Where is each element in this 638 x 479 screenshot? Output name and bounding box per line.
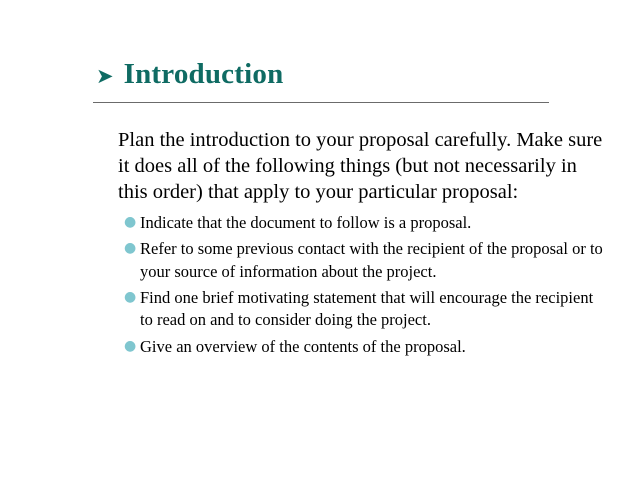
- list-item: [118, 212, 608, 234]
- dot-bullet-icon: ●: [124, 289, 137, 306]
- dot-bullet-icon: ●: [124, 213, 137, 230]
- list-item-text: Give an overview of the contents of the proposal.: [140, 336, 466, 356]
- lead-paragraph: Plan the introduction to your proposal carefully. Make sure it does all of the following things (but not necessarily in this order) that apply to your particular proposal:: [118, 129, 603, 204]
- slide-body: [118, 127, 608, 362]
- chevron-bullet-icon: ➤: [96, 64, 114, 88]
- page-title-text: Introduction: [123, 58, 284, 90]
- title-divider: [93, 102, 549, 103]
- list-item-text: Refer to some previous contact with the recipient of the proposal or to your source of information about the project.: [140, 239, 603, 281]
- list-item: [118, 336, 608, 358]
- bullet-list: [118, 212, 608, 359]
- dot-bullet-icon: ●: [124, 337, 137, 354]
- dot-bullet-icon: ●: [124, 240, 137, 257]
- list-item: [118, 287, 608, 332]
- list-item: [118, 238, 608, 283]
- page-title: [96, 58, 283, 91]
- list-item-text: Indicate that the document to follow is a proposal.: [140, 212, 472, 232]
- list-item-text: Find one brief motivating statement that will encourage the recipient to read on and to consider doing the project.: [140, 288, 594, 330]
